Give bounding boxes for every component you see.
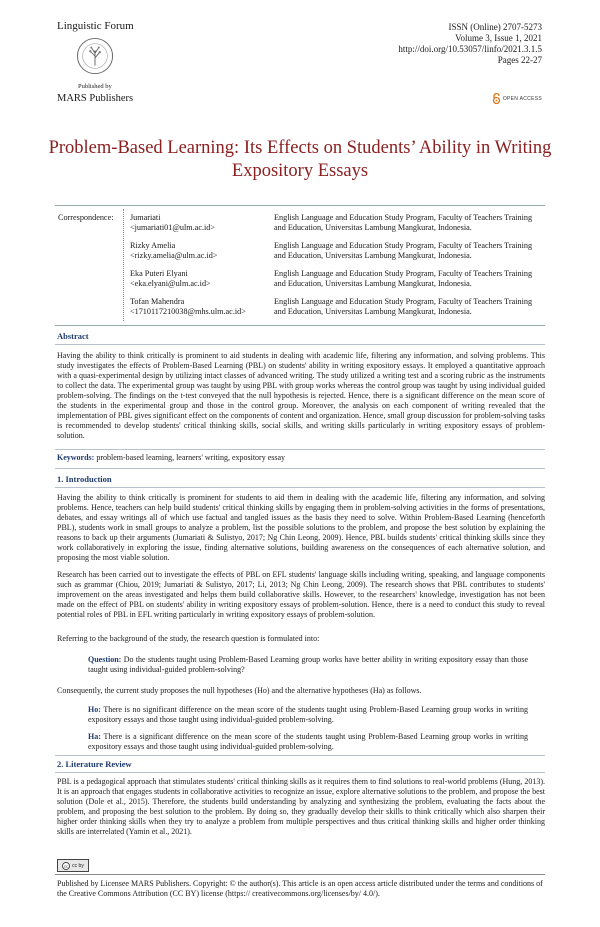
question-label: Question: [88,655,122,664]
intro-paragraph: Consequently, the current study proposes the null hypotheses (Ho) and the alternative hypotheses (Ha) as follows. [57,686,422,695]
author-name: Eka Puteri Elyani [130,269,188,278]
abstract-text: Having the ability to think critically is prominent to aid students in dealing with academic life, filtering any information, and solving problems. This study investigates the effects of Problem-Based Learning (PBL) on students' ability in writing expository essays. It employed a quantitative approach with a quasi-experimental design by utilizing intact classes of advanced writing. The study utilized a writing test and a scoring rubric as the instruments to collect the data. The experimental group was taught by using PBL with group works whereas the control group was taught by using individual guided problem-solving. The findings on the t-test conveyed that the null hypothesis is rejected. Hence, there is a significant difference on the mean score of the students in the experimental group and those in the control group. Moreover, the analysis on each component of writing revealed that the implementation of PBL gives significant effect on the components of content and organization. Hence, small group discussion for problem-solving tasks is recommended to develop students' critical thinking skills, social skills, and writing skills particularly in writing expository essays of problem-solution. [57,351,545,440]
paper-title: Problem-Based Learning: Its Effects on Students’ Ability in Writing Expository Essays [48,138,552,181]
divider [55,468,545,469]
author-email[interactable]: <jumariati01@ulm.ac.id> [130,223,215,232]
keywords-text: problem-based learning, learners' writing, expository essay [96,453,286,462]
journal-header [57,20,177,105]
author-name: Tofan Mahendra [130,297,185,306]
author-affiliation: English Language and Education Study Program, Faculty of Teachers Training and Education, Universitas Lambung Mangkurat, Indonesia. [274,213,533,232]
divider [55,772,545,773]
open-access-badge [492,93,542,104]
divider [55,344,545,345]
introduction-heading: 1. Introduction [57,474,112,484]
cc-icon [62,862,70,870]
ho-text: There is no significant difference on the mean score of the students taught using Problem-Based Learning group works in writing expository essays and those taught using individual-guided problem-solving. [88,705,529,724]
correspondence-label: Correspondence: [58,213,114,222]
divider [55,874,545,875]
issue-info [302,22,542,66]
question-text: Do the students taught using Problem-Based Learning group works have better ability in writing expository essay than those taught using individual-guided problem-solving? [88,655,529,674]
svg-text:cc: cc [64,863,69,869]
cc-label: cc by [72,862,84,869]
keywords [57,453,545,463]
keywords-label: Keywords: [57,453,95,462]
literature-heading: 2. Literature Review [57,759,132,769]
volume: Volume 3, Issue 1, 2021 [455,33,542,43]
author-email[interactable]: <1710117210038@mhs.ulm.ac.id> [130,307,246,316]
journal-name: Linguistic Forum [57,20,134,32]
author-email[interactable]: <rizky.amelia@ulm.ac.id> [130,251,218,260]
author-entry [130,297,246,317]
alternative-hypothesis [88,732,528,752]
author-email[interactable]: <eka.elyani@ulm.ac.id> [130,279,211,288]
published-by-label: Published by [78,83,112,90]
open-access-label: OPEN ACCESS [502,95,542,102]
doi-link[interactable]: http://doi.org/10.53057/linfo/2021.3.1.5 [398,44,542,54]
author-entry [130,269,211,289]
pages: Pages 22-27 [497,55,542,65]
divider [55,755,545,756]
research-question [88,655,528,675]
literature-paragraph: PBL is a pedagogical approach that stimulates students' critical thinking skills as it requires them to find solutions to real-world problems (Hung, 2013). It is an approach that engages students in collaborative activities to recognize an issue, explore alternative solutions to the problem, and propose the best solution (Dole et al., 2015). Therefore, the students build understanding by analyzing and synthesizing the problem, evaluating the facts about the problem, and proposing the best solution to the problem. By doing so, they gradually develop their skills to think critically which also sharpen their higher order thinking skills when they try to analyze a problem from multiple perspectives and thus critical thinking skills and higher order thinking skills are interrelated (Yamin et al., 2021). [57,777,545,836]
divider [123,209,124,321]
author-name: Jumariati [130,213,161,222]
intro-paragraph: Having the ability to think critically is prominent for students to aid them in dealing with the academic life, filtering any information, and solving problems. Hence, teachers can help build students' critical thinking skills by engaging them in problem-solving activities in the forms of presentations, debates, and essay writings all of which use factual and tangled issues as the basis they need to solve. Within Problem-Based Learning (henceforth PBL), students work in small groups to analyze a problem, list the possible solutions to the problem, and propose the best solution by explaining the reasons to back up their arguments (Jumariati & Sulistyo, 2017; Ng Chin Leong, 2009). Hence, PBL builds students' critical thinking skills since they work collaboratively in exploring the issue, finding alternative solutions, building awareness on the consequences of each alternative solution, and proposing the most viable solution. [57,493,545,562]
author-affiliation: English Language and Education Study Program, Faculty of Teachers Training and Education, Universitas Lambung Mangkurat, Indonesia. [274,269,533,288]
license-text: Published by Licensee MARS Publishers. Copyright: © the author(s). This article is an open access article distributed under the terms and conditions of the Creative Commons Attribution (CC BY) license (https:// creativecommons.org/licenses/by/ 4.0/). [57,879,543,898]
ha-label: Ha: [88,732,101,741]
open-access-lock-icon [492,93,501,104]
author-entry [130,213,215,233]
intro-paragraph: Referring to the background of the study, the research question is formulated into: [57,634,320,643]
issn: ISSN (Online) 2707-5273 [448,22,542,32]
divider [55,449,545,450]
author-affiliation: English Language and Education Study Program, Faculty of Teachers Training and Education, Universitas Lambung Mangkurat, Indonesia. [274,241,533,260]
divider [55,325,545,326]
publisher-name: MARS Publishers [57,93,134,104]
author-entry [130,241,217,261]
abstract-heading: Abstract [57,331,89,341]
journal-seal-icon [76,37,114,75]
ho-label: Ho: [88,705,101,714]
author-affiliation: English Language and Education Study Program, Faculty of Teachers Training and Education, Universitas Lambung Mangkurat, Indonesia. [274,297,533,316]
null-hypothesis [88,705,528,725]
ha-text: There is a significant difference on the mean score of the students taught using Problem-Based Learning group works in writing expository essays and those taught using individual-guided problem-solving. [88,732,528,751]
author-name: Rizky Amelia [130,241,176,250]
divider [55,487,545,488]
divider [55,205,545,206]
cc-license-badge[interactable] [57,859,89,872]
intro-paragraph: Research has been carried out to investigate the effects of PBL on EFL students' language skills including writing, speaking, and language components such as grammar (Chiou, 2019; Jumariati & Sulistyo, 2017; Li, 2013; Ng Chin Leong, 2009). The research shows that PBL contributes to students' improvement on the areas investigated and helps them build collaborative skills. However, to the researchers' knowledge, investigation has not been made on the effect of PBL on students' ability in writing expository essays of problem-solution. Hence, there is a need to conduct this study to reveal potential roles of PBL in EFL writing particularly in writing expository essays of problem-solution. [57,570,545,619]
